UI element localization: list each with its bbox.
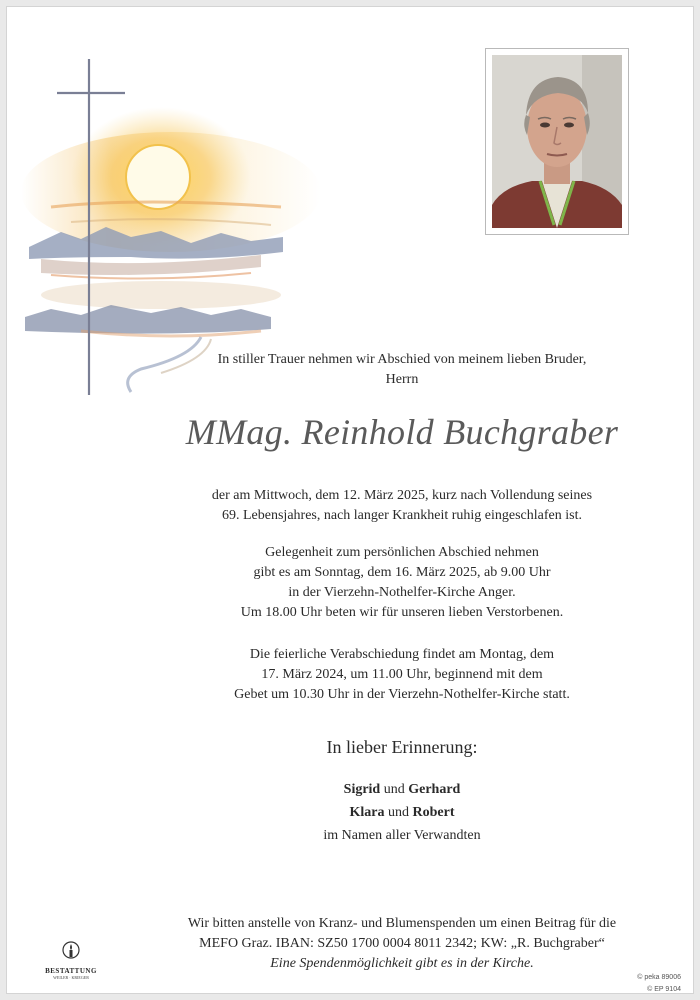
ceremony-line: Gebet um 10.30 Uhr in der Vierzehn-Nothelfer-Kirche statt.: [234, 687, 570, 702]
relatives-couple: [177, 803, 627, 823]
logo-name: BESTATTUNG: [45, 967, 97, 975]
relative-conjunction: und: [388, 805, 409, 820]
donation-iban: MEFO Graz. IBAN: SZ50 1700 0004 8011 2342; KW: „R. Buchgraber“: [199, 936, 605, 951]
credit-line: © EP 9104: [647, 986, 681, 993]
donation-request: [147, 914, 657, 974]
ceremony-line: Die feierliche Verabschiedung findet am Montag, dem: [249, 647, 555, 662]
intro-salutation: Herrn: [385, 372, 419, 387]
relatives-couple: [177, 780, 627, 800]
relative-name: Klara: [349, 805, 385, 820]
farewell-info: [177, 543, 627, 623]
relatives-closing: im Namen aller Verwandten: [323, 828, 481, 843]
relative-name: Gerhard: [408, 782, 461, 797]
ceremony-line: 17. März 2024, um 11.00 Uhr, beginnend mit dem: [261, 667, 543, 682]
death-notice-line: 69. Lebensjahres, nach langer Krankheit ruhig eingeschlafen ist.: [222, 508, 582, 523]
death-notice-line: der am Mittwoch, dem 12. März 2025, kurz nach Vollendung seines: [211, 488, 593, 503]
intro-line: In stiller Trauer nehmen wir Abschied von meinem lieben Bruder,: [217, 352, 587, 367]
death-notice: [177, 486, 627, 526]
ceremony-info: [177, 645, 627, 705]
farewell-line: gibt es am Sonntag, dem 16. März 2025, ab 9.00 Uhr: [253, 565, 551, 580]
portrait-photo: [485, 48, 629, 235]
memory-heading: In lieber Erinnerung:: [326, 737, 478, 757]
print-credits: [637, 972, 681, 996]
logo-subtitle: WEILER · KRIEGER: [53, 975, 89, 980]
candle-icon: [62, 941, 80, 961]
farewell-line: Gelegenheit zum persönlichen Abschied nehmen: [265, 545, 539, 560]
donation-line: Wir bitten anstelle von Kranz- und Blumenspenden um einen Beitrag für die: [187, 916, 617, 931]
donation-note: Eine Spendenmöglichkeit gibt es in der Kirche.: [270, 956, 534, 971]
relative-conjunction: und: [383, 782, 405, 797]
obituary-sheet: [6, 6, 694, 994]
funeral-home-logo: [41, 941, 101, 980]
credit-line: © peka 89006: [637, 974, 681, 981]
prayer-line: Um 18.00 Uhr beten wir für unseren lieben Verstorbenen.: [240, 605, 564, 620]
relatives-list: [177, 780, 627, 846]
relative-name: Sigrid: [343, 782, 381, 797]
intro-text: [177, 350, 627, 390]
sun-shape: [126, 145, 190, 209]
relative-name: Robert: [412, 805, 455, 820]
deceased-name: MMag. Reinhold Buchgraber: [185, 412, 619, 452]
farewell-line: in der Vierzehn-Nothelfer-Kirche Anger.: [288, 585, 516, 600]
